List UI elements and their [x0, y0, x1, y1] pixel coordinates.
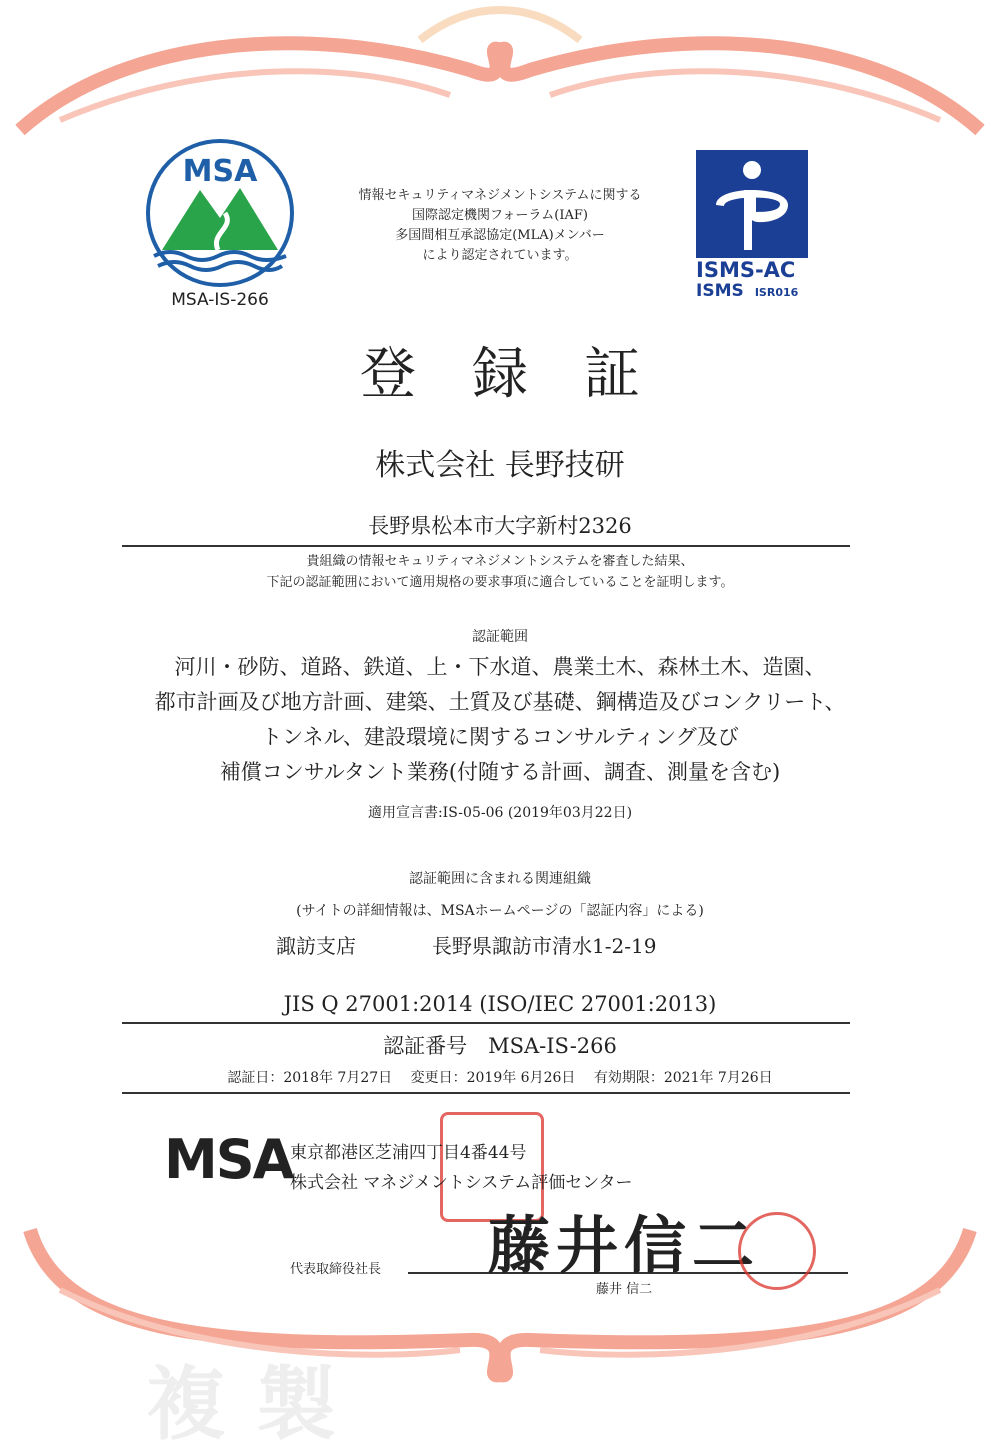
- standard: JIS Q 27001:2014 (ISO/IEC 27001:2013): [283, 992, 717, 1016]
- printed-name: 藤井 信二: [596, 1282, 653, 1297]
- msa-logo-text: MSA: [182, 154, 258, 189]
- msa-logo-caption: MSA-IS-266: [171, 290, 269, 310]
- handwritten-signature: 藤井信二: [488, 1209, 761, 1282]
- statement-of-applicability: 適用宣言書:IS-05-06 (2019年03月22日): [367, 805, 633, 821]
- top-ribbon-decoration: [0, 0, 1000, 160]
- representative-title: 代表取締役社長: [290, 1262, 382, 1277]
- branch-name: 諏訪支店: [276, 934, 356, 958]
- related-org-note: (サイトの詳細情報は、MSAホームページの「認証内容」による): [296, 903, 704, 919]
- isms-code: ISR016: [754, 286, 799, 299]
- isms-label: ISMS: [696, 281, 744, 301]
- scope-text: 河川・砂防、道路、鉄道、上・下水道、農業土木、森林土木、造園、 都市計画及び地方計画、建築、土質及び基礎、鋼構造及びコンクリート、 トンネル、建設環境に関するコンサルティング及び 補償コンサルタント業務(付随する計画、調査、測量を含む): [154, 655, 846, 784]
- issuer-name: 株式会社 マネジメントシステム評価センター: [290, 1173, 633, 1193]
- accreditation-statement: 情報セキュリティマネジメントシステムに関する 国際認定機関フォーラム(IAF) 多国間相互承認協定(MLA)メンバー により認定されています。: [358, 188, 642, 263]
- branch-address: 長野県諏訪市清水1-2-19: [432, 934, 657, 958]
- certificate-number: 認証番号 MSA-IS-266: [383, 1034, 617, 1058]
- certificate-title: 登 録 証: [360, 342, 640, 407]
- certificate-dates: 認証日：2018年 7月27日 変更日：2019年 6月26日 有効期限：2021年 7月26日: [227, 1070, 773, 1086]
- msa-issuer-logo: MSA: [164, 1128, 293, 1191]
- divider: [122, 545, 850, 547]
- certification-statement: 貴組織の情報セキュリティマネジメントシステムを審査した結果、 下記の認証範囲において適用規格の要求事項に適合していることを証明します。: [266, 554, 734, 590]
- company-address: 長野県松本市大字新村2326: [368, 514, 632, 538]
- isms-ac-logo: [696, 150, 810, 302]
- company-name: 株式会社 長野技研: [375, 448, 625, 483]
- representative-seal: [738, 1212, 816, 1290]
- isms-ac-label: ISMS-AC: [696, 258, 796, 282]
- divider: [122, 1092, 850, 1094]
- copy-watermark: 複製: [146, 1358, 366, 1451]
- issuer-address: 東京都港区芝浦四丁目4番44号: [290, 1143, 527, 1163]
- divider: [122, 1022, 850, 1024]
- scope-heading: 認証範囲: [472, 629, 528, 645]
- related-org-heading: 認証範囲に含まれる関連組織: [409, 871, 591, 887]
- msa-accreditation-logo: [140, 138, 300, 313]
